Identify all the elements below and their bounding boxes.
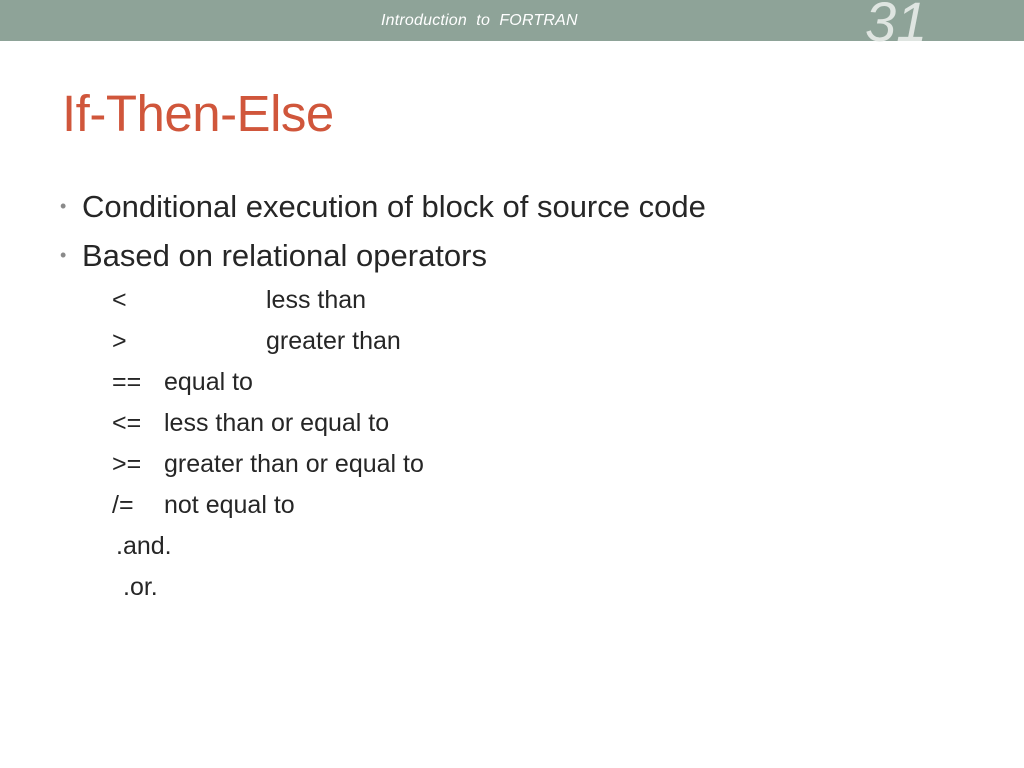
operator-symbol: /=	[112, 491, 134, 519]
logical-operator-or: .or.	[123, 573, 158, 601]
bullet-text: Conditional execution of block of source code	[82, 189, 706, 224]
operator-symbol: >	[112, 327, 127, 355]
operator-symbol: <	[112, 286, 127, 314]
bullet-dot-icon: •	[60, 244, 67, 265]
operator-symbol: >=	[112, 450, 142, 478]
course-title: Introduction to FORTRAN	[381, 12, 578, 29]
operator-symbol: ==	[112, 368, 142, 396]
bullet-item	[60, 191, 706, 222]
bullet-dot-icon: •	[60, 195, 67, 216]
slide-title: If-Then-Else	[62, 85, 334, 142]
operator-description: equal to	[164, 368, 253, 396]
operator-description: greater than	[266, 327, 401, 355]
bullet-item	[60, 240, 487, 271]
operator-description: not equal to	[164, 491, 295, 519]
slide-number: 31	[865, 0, 928, 53]
operator-description: less than	[266, 286, 367, 314]
operator-symbol: <=	[112, 409, 142, 437]
operator-description: less than or equal to	[164, 409, 390, 437]
logical-operator-and: .and.	[116, 532, 172, 560]
bullet-text: Based on relational operators	[82, 238, 487, 273]
operator-description: greater than or equal to	[164, 450, 424, 478]
